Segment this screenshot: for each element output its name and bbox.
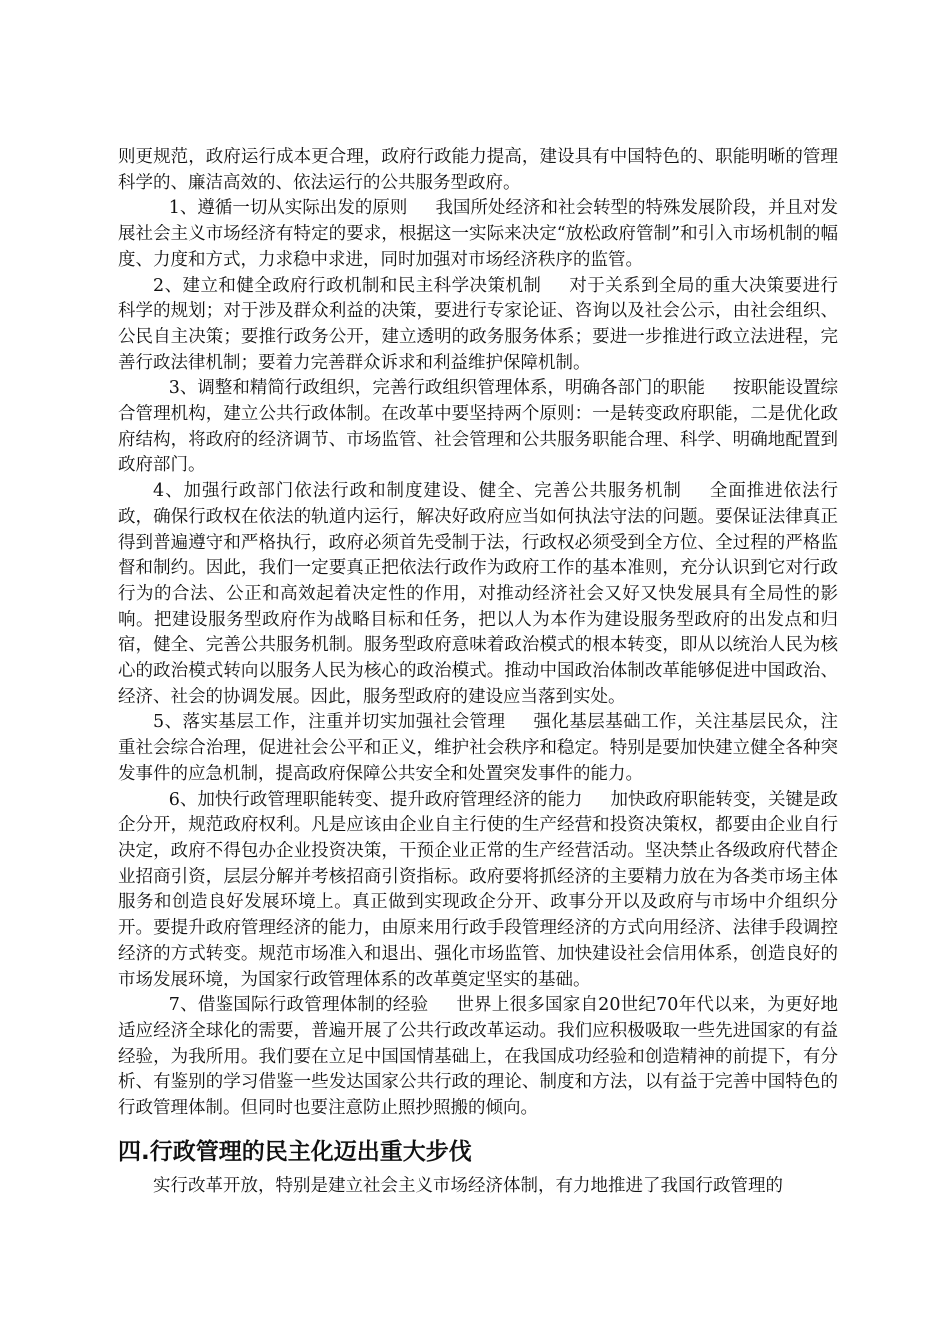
list-item (118, 788, 838, 994)
item-lead: 4、加强行政部门依法行政和制度建设、健全、完善公共服务机制 (153, 481, 682, 502)
list-item (118, 993, 838, 1122)
list-item (118, 376, 838, 479)
item-body: 我国所处经济和社会转型的特殊发展阶段，并且对发展社会主义市场经济有特定的要求，根据这一实际来决定“放松政府管制”和引入市场机制的幅度、力度和方式，力求稳中求进，同时加强对市场经济秩序的监管。 (118, 198, 839, 270)
item-lead: 3、调整和精简行政组织，完善行政组织管理体系，明确各部门的职能 (168, 378, 705, 399)
item-lead: 1、遵循一切从实际出发的原则 (168, 198, 408, 219)
continuation-paragraph: 则更规范，政府运行成本更合理，政府行政能力提高，建设具有中国特色的、职能明晰的管理科学的、廉洁高效的、依法运行的公共服务型政府。 (118, 147, 838, 193)
item-body: 世界上很多国家自20世纪70年代以来，为更好地适应经济全球化的需要，普遍开展了公共行政改革运动。我们应积极吸取一些先进国家的有益经验，为我所用。我们要在立足中国国情基础上，在我国成功经验和创造精神的前提下，有分析、有鉴别的学习借鉴一些发达国家公共行政的理论、制度和方法，以有益于完善中国特色的行政管理体制。但同时也要注意防止照抄照搬的倾向。 (118, 995, 838, 1119)
list-item (118, 274, 838, 377)
item-body: 全面推进依法行政，确保行政权在依法的轨道内运行，解决好政府应当如何执法守法的问题。要保证法律真正得到普遍遵守和严格执行，政府必须首先受制于法，行政权必须受到全方位、全过程的严格监督和制约。因此，我们一定要真正把依法行政作为政府工作的基本准则，充分认识到它对行政行为的合法、公正和高效起着决定性的作用，对推动经济社会又好又快发展具有全局性的影响。把建设服务型政府作为战略目标和任务，把以人为本作为建设服务型政府的出发点和归宿，健全、完善公共服务机制。服务型政府意味着政治模式的根本转变，即从以统治人民为核心的政治模式转向以服务人民为核心的政治模式。推动中国政治体制改革能够促进中国政治、经济、社会的协调发展。因此，服务型政府的建设应当落到实处。 (118, 481, 838, 707)
item-body: 加快政府职能转变，关键是政企分开，规范政府权利。凡是应该由企业自主行使的生产经营和投资决策权，都要由企业自行决定，政府不得包办企业投资决策，干预企业正常的生产经营活动。坚决禁止各级政府代替企业招商引资，层层分解并考核招商引资指标。政府要将抓经济的主要精力放在为各类市场主体服务和创造良好发展环境上。真正做到实现政企分开、政事分开以及政府与市场中介组织分开。要提升政府管理经济的能力，由原来用行政手段管理经济的方式向用经济、法律手段调控经济的方式转变。规范市场准入和退出、强化市场监管、加快建设社会信用体系，创造良好的市场发展环境，为国家行政管理体系的改革奠定坚实的基础。 (118, 789, 839, 990)
section-intro-paragraph: 实行改革开放，特别是建立社会主义市场经济体制，有力地推进了我国行政管理的 (153, 1175, 783, 1196)
item-lead: 2、建立和健全政府行政机制和民主科学决策机制 (153, 275, 542, 296)
document-page (118, 145, 838, 1199)
item-body: 对于关系到全局的重大决策要进行科学的规划；对于涉及群众利益的决策，要进行专家论证、咨询以及社会公示，由社会组织、公民自主决策；要推行政务公开，建立透明的政务服务体系；要进一步推进行政立法进程，完善行政法律机制；要着力完善群众诉求和利益维护保障机制。 (118, 275, 838, 373)
list-item (118, 196, 838, 273)
item-body: 强化基层基础工作，关注基层民众，注重社会综合治理，促进社会公平和正义，维护社会秩序和稳定。特别是要加快建立健全各种突发事件的应急机制，提高政府保障公共安全和处置突发事件的能力。 (118, 712, 839, 784)
item-lead: 7、借鉴国际行政管理体制的经验 (168, 995, 429, 1016)
item-body: 按职能设置综合管理机构，建立公共行政体制。在改革中要坚持两个原则：一是转变政府职能，二是优化政府结构，将政府的经济调节、市场监管、社会管理和公共服务职能合理、科学、明确地配置到政府部门。 (118, 378, 838, 476)
list-item (118, 710, 838, 787)
item-lead: 5、落实基层工作，注重并切实加强社会管理 (153, 712, 506, 733)
section-heading: 四.行政管理的民主化迈出重大步伐 (118, 1138, 472, 1165)
list-item (118, 479, 838, 710)
item-lead: 6、加快行政管理职能转变、提升政府管理经济的能力 (168, 789, 583, 810)
